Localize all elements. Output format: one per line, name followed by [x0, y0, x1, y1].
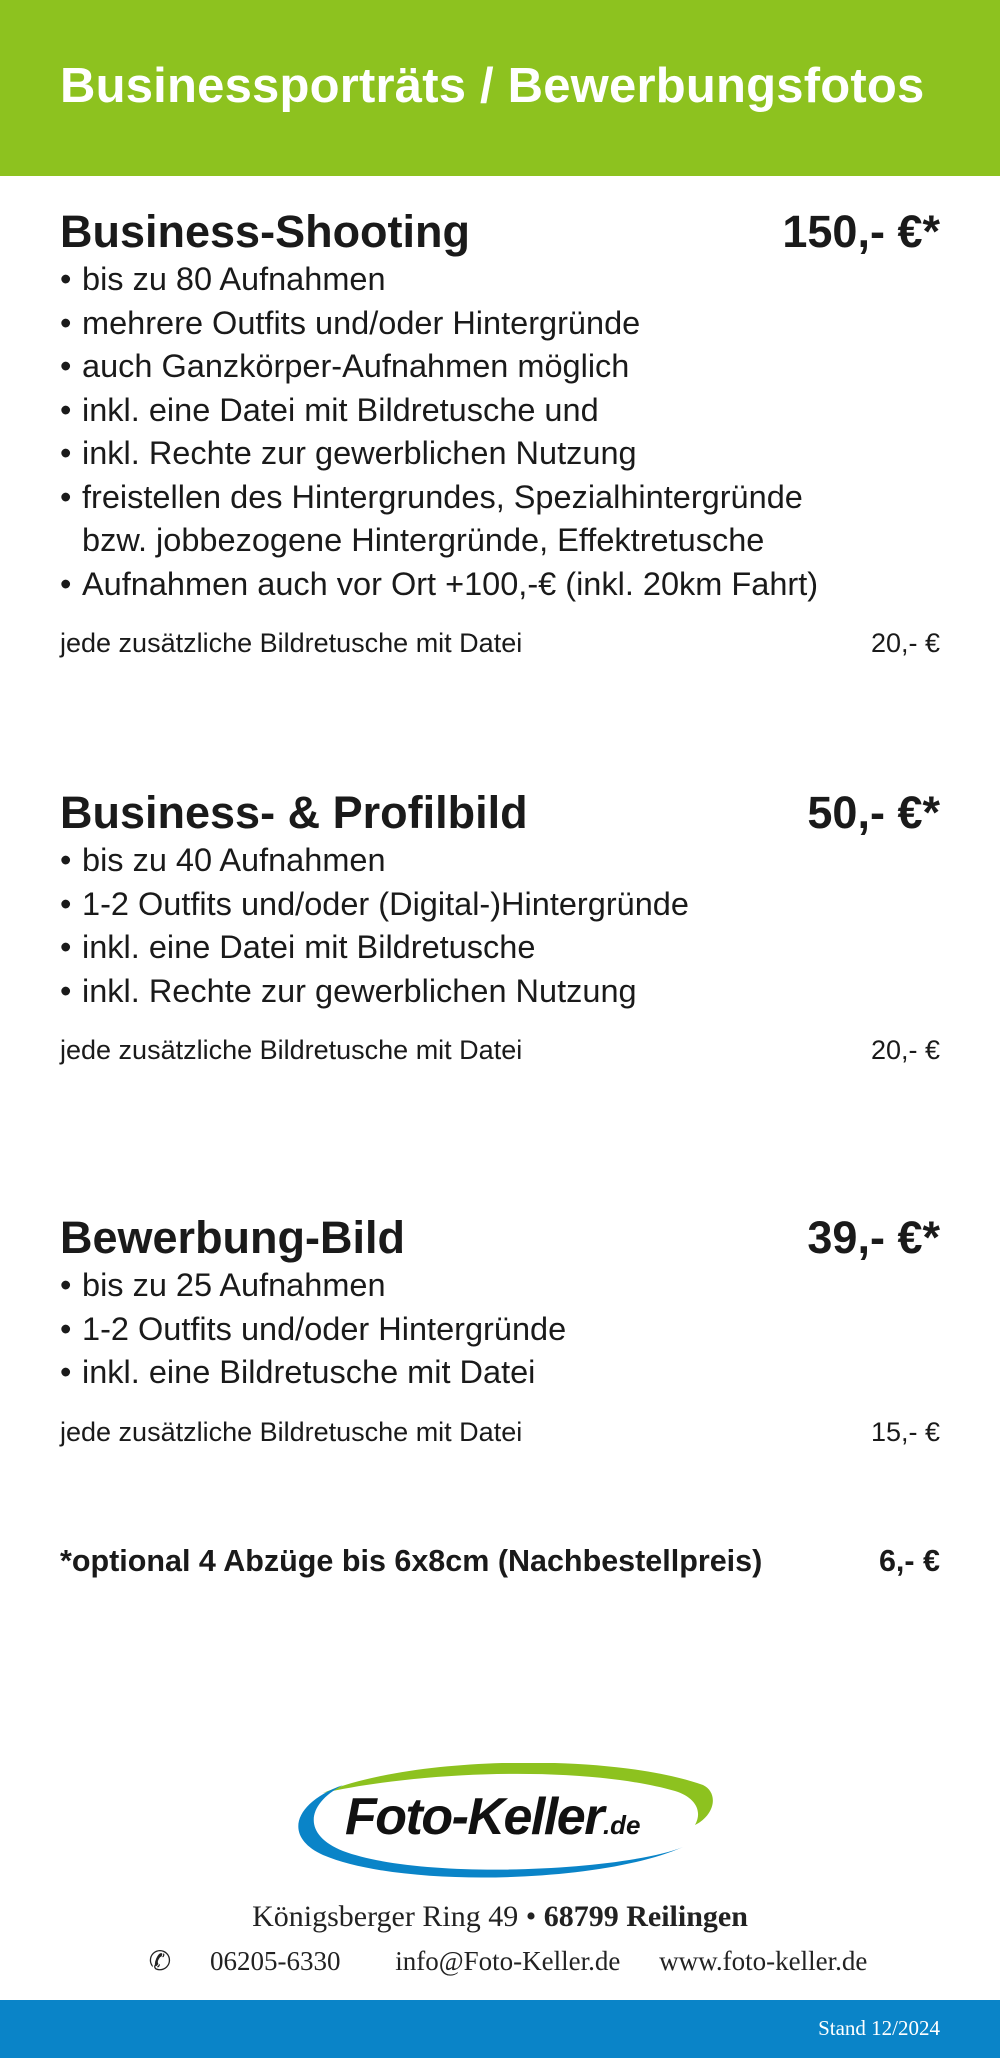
- extra-price: 20,- €: [870, 628, 940, 658]
- package-bewerbung-bild: [60, 1212, 940, 1451]
- feature-list: [60, 1264, 940, 1395]
- list-item: • bis zu 25 Aufnahmen: [60, 1264, 940, 1308]
- list-item: • mehrere Outfits und/oder Hintergründe: [60, 302, 940, 346]
- package-title: Business-Shooting: [60, 206, 471, 257]
- email-link[interactable]: info@Foto-Keller.de: [395, 1946, 621, 1976]
- list-item: [60, 476, 940, 563]
- extra-retouch-row: [60, 1417, 940, 1451]
- extra-label: jede zusätzliche Bildretusche mit Datei: [60, 628, 523, 658]
- contact-line: [0, 1946, 1000, 1977]
- package-title: Business- & Profilbild: [60, 787, 528, 838]
- package-header: [60, 787, 940, 843]
- package-price: 50,- €*: [807, 787, 940, 838]
- package-price: 150,- €*: [782, 206, 940, 257]
- address-separator: •: [525, 1900, 537, 1933]
- list-item: • bis zu 80 Aufnahmen: [60, 258, 940, 302]
- page-title: Businessporträts / Bewerbungsfotos: [60, 59, 925, 113]
- list-item: • inkl. Rechte zur gewerblichen Nutzung: [60, 970, 940, 1014]
- list-item: • auch Ganzkörper-Aufnahmen möglich: [60, 345, 940, 389]
- feature-list: [60, 258, 940, 606]
- address-city: 68799 Reilingen: [543, 1900, 748, 1933]
- phone-icon: ✆: [148, 1946, 172, 1976]
- address-street: Königsberger Ring 49: [252, 1900, 519, 1933]
- footer-bar: [0, 2000, 1000, 2058]
- phone[interactable]: ✆ 06205-6330: [148, 1946, 341, 1976]
- list-item: • inkl. eine Datei mit Bildretusche und: [60, 389, 940, 433]
- list-item: • inkl. Rechte zur gewerblichen Nutzung: [60, 432, 940, 476]
- list-item: • 1-2 Outfits und/oder (Digital-)Hintergründe: [60, 883, 940, 927]
- extra-retouch-row: [60, 628, 940, 662]
- list-item: • 1-2 Outfits und/oder Hintergründe: [60, 1308, 940, 1352]
- list-item: • Aufnahmen auch vor Ort +100,-€ (inkl. 20km Fahrt): [60, 563, 940, 607]
- extra-price: 20,- €: [870, 1035, 940, 1065]
- footnote: [60, 1544, 940, 1588]
- package-business-shooting: [60, 206, 940, 662]
- footnote-price: 6,- €: [878, 1544, 940, 1578]
- foto-keller-logo: [283, 1763, 717, 1881]
- list-item: • inkl. eine Bildretusche mit Datei: [60, 1351, 940, 1395]
- list-item-continuation: bzw. jobbezogene Hintergründe, Effektretusche: [82, 522, 765, 558]
- list-item: • bis zu 40 Aufnahmen: [60, 839, 940, 883]
- logo-wordmark: Foto-Keller.de: [345, 1788, 641, 1846]
- package-price: 39,- €*: [807, 1212, 940, 1263]
- extra-retouch-row: [60, 1035, 940, 1069]
- list-item-line: • freistellen des Hintergrundes, Spezialhintergründe: [82, 478, 803, 515]
- extra-label: jede zusätzliche Bildretusche mit Datei: [60, 1416, 523, 1447]
- package-business-profilbild: [60, 787, 940, 1069]
- package-header: [60, 206, 940, 262]
- address-line: [0, 1900, 1000, 1934]
- package-header: [60, 1212, 940, 1268]
- footnote-text: *optional 4 Abzüge bis 6x8cm (Nachbestellpreis): [60, 1544, 763, 1578]
- feature-list: [60, 839, 940, 1013]
- stand-date: Stand 12/2024: [818, 2016, 940, 2040]
- list-item: • inkl. eine Datei mit Bildretusche: [60, 926, 940, 970]
- extra-label: jede zusätzliche Bildretusche mit Datei: [60, 1035, 523, 1065]
- header-banner: [0, 0, 1000, 176]
- website-link[interactable]: www.foto-keller.de: [659, 1946, 868, 1976]
- package-title: Bewerbung-Bild: [60, 1212, 405, 1263]
- extra-price: 15,- €: [870, 1416, 940, 1447]
